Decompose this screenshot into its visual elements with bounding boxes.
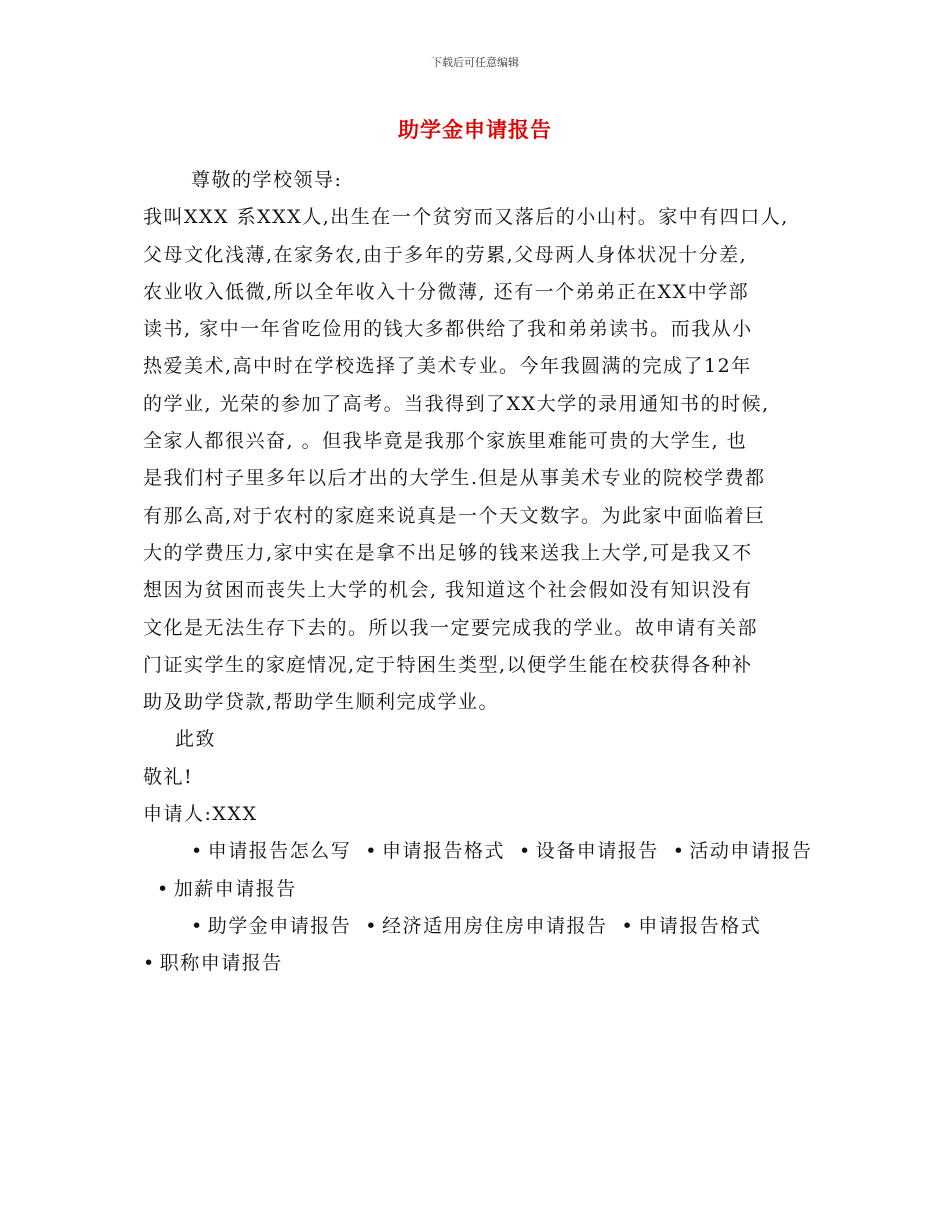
bullet-icon: • xyxy=(365,914,378,937)
paragraph-line: 读书, 家中一年省吃俭用的钱大多都供给了我和弟弟读书。而我从小 xyxy=(143,318,753,341)
paragraph-line: 全家人都很兴奋, 。但我毕竟是我那个家族里难能可贵的大学生, 也 xyxy=(143,430,748,453)
paragraph-line: 的学业, 光荣的参加了高考。当我得到了XX大学的录用通知书的时候, xyxy=(143,392,770,415)
document-body xyxy=(143,162,823,983)
closing-jingli: 敬礼! xyxy=(143,765,194,788)
bullet-icon: • xyxy=(191,840,204,863)
document-title: 助学金申请报告 xyxy=(398,117,552,142)
paragraph-line: 想因为贫困而丧失上大学的机会, 我知道这个社会假如没有知识没有 xyxy=(143,579,753,602)
bullet-icon: • xyxy=(365,840,378,863)
paragraph-line: 我叫XXX 系XXX人,出生在一个贫穷而又落后的小山村。家中有四口人, xyxy=(143,206,789,229)
bullet-icon: • xyxy=(621,914,635,937)
related-link[interactable]: 经济适用房住房申请报告 xyxy=(381,914,608,937)
related-links-row-1 xyxy=(143,833,823,870)
related-link[interactable]: 助学金申请报告 xyxy=(207,914,352,937)
paragraph-line: 热爱美术,高中时在学校选择了美术专业。今年我圆满的完成了12年 xyxy=(143,355,752,378)
bullet-icon: • xyxy=(143,952,156,975)
bullet-icon: • xyxy=(672,840,686,863)
paragraph-line: 农业收入低微,所以全年收入十分微薄, 还有一个弟弟正在XX中学部 xyxy=(143,280,750,303)
paragraph-line: 文化是无法生存下去的。所以我一定要完成我的学业。故申请有关部 xyxy=(143,616,759,639)
bullet-icon: • xyxy=(157,877,170,900)
related-link[interactable]: 活动申请报告 xyxy=(689,840,813,863)
page-header-note: 下载后可任意编辑 xyxy=(431,56,519,69)
related-link[interactable]: 申请报告怎么写 xyxy=(207,840,352,863)
salutation: 尊敬的学校领导: xyxy=(191,169,343,191)
paragraph-line: 是我们村子里多年以后才出的大学生.但是从事美术专业的院校学费都 xyxy=(143,467,766,490)
related-link[interactable]: 加薪申请报告 xyxy=(173,877,297,900)
signature: 申请人:XXX xyxy=(143,803,258,826)
paragraph-line: 有那么高,对于农村的家庭来说真是一个天文数字。为此家中面临着巨 xyxy=(143,504,766,527)
related-link[interactable]: 职称申请报告 xyxy=(159,952,283,975)
related-link[interactable]: 申请报告格式 xyxy=(381,840,505,863)
related-links-row-4 xyxy=(143,945,823,982)
paragraph-line: 门证实学生的家庭情况,定于特困生类型,以便学生能在校获得各种补 xyxy=(143,653,753,676)
paragraph-line: 父母文化浅薄,在家务农,由于多年的劳累,父母两人身体状况十分差, xyxy=(143,243,748,266)
related-links-row-2 xyxy=(143,871,823,908)
bullet-icon: • xyxy=(191,914,204,937)
related-links-row-3 xyxy=(143,908,823,945)
paragraph-line: 助及助学贷款,帮助学生顺利完成学业。 xyxy=(143,691,500,714)
bullet-icon: • xyxy=(518,840,532,863)
closing-cizhi: 此致 xyxy=(175,728,217,751)
related-link[interactable]: 设备申请报告 xyxy=(535,840,659,863)
main-paragraph xyxy=(143,199,823,721)
paragraph-line: 大的学费压力,家中实在是拿不出足够的钱来送我上大学,可是我又不 xyxy=(143,541,753,564)
related-link[interactable]: 申请报告格式 xyxy=(638,914,762,937)
